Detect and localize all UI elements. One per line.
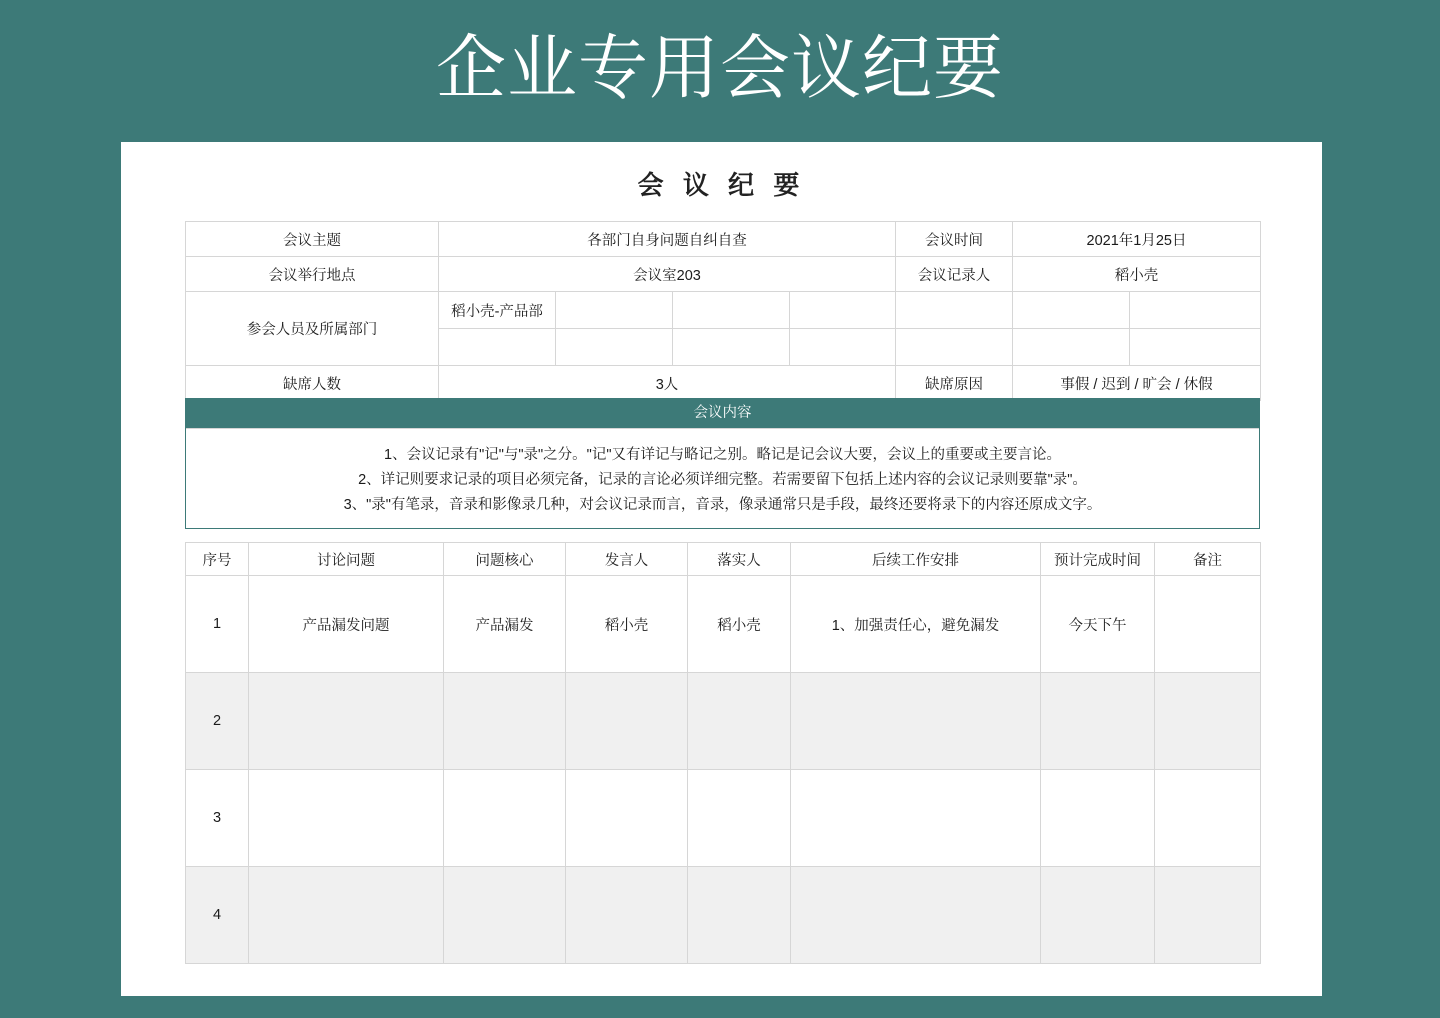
attendee-cell[interactable] (556, 329, 673, 366)
attendee-cell[interactable] (556, 292, 673, 329)
label-attendees: 参会人员及所属部门 (186, 292, 439, 366)
cell-owner[interactable] (688, 770, 791, 867)
attendee-cell[interactable] (1013, 329, 1130, 366)
column-header-owner: 落实人 (688, 543, 791, 576)
column-header-topic: 讨论问题 (249, 543, 444, 576)
cell-core[interactable]: 产品漏发 (444, 576, 566, 673)
meeting-content-line: 1、会议记录有"记"与"录"之分。"记"又有详记与略记之别。略记是记会议大要，会议上的重要或主要言论。 (384, 447, 1061, 463)
table-row (186, 867, 1261, 964)
meeting-content-section (185, 398, 1260, 529)
value-absence-reason[interactable]: 事假 / 迟到 / 旷会 / 休假 (1013, 366, 1261, 401)
cell-note[interactable] (1155, 673, 1261, 770)
cell-seq: 2 (186, 673, 249, 770)
attendee-cell[interactable] (1130, 292, 1261, 329)
cell-due[interactable] (1041, 673, 1155, 770)
cell-plan[interactable] (791, 770, 1041, 867)
attendee-cell[interactable] (896, 329, 1013, 366)
attendee-cell[interactable] (896, 292, 1013, 329)
cell-topic[interactable] (249, 770, 444, 867)
label-absence-count: 缺席人数 (186, 366, 439, 401)
value-meeting-subject[interactable]: 各部门自身问题自纠自查 (439, 222, 896, 257)
value-meeting-time[interactable]: 2021年1月25日 (1013, 222, 1261, 257)
attendee-cell[interactable] (790, 292, 896, 329)
attendee-cell[interactable] (790, 329, 896, 366)
cell-due[interactable]: 今天下午 (1041, 576, 1155, 673)
table-row (186, 576, 1261, 673)
meeting-content-header: 会议内容 (186, 399, 1259, 428)
label-meeting-location: 会议举行地点 (186, 257, 439, 292)
info-row-location (186, 257, 1261, 292)
table-row (186, 673, 1261, 770)
label-meeting-recorder: 会议记录人 (896, 257, 1013, 292)
table-row (186, 770, 1261, 867)
label-meeting-time: 会议时间 (896, 222, 1013, 257)
cell-seq: 4 (186, 867, 249, 964)
cell-owner[interactable]: 稻小壳 (688, 576, 791, 673)
cell-seq: 1 (186, 576, 249, 673)
cell-plan[interactable]: 1、加强责任心，避免漏发 (791, 576, 1041, 673)
cell-speaker[interactable] (566, 867, 688, 964)
cell-due[interactable] (1041, 867, 1155, 964)
column-header-plan: 后续工作安排 (791, 543, 1041, 576)
info-row-attendees-1 (186, 292, 1261, 329)
cell-due[interactable] (1041, 770, 1155, 867)
meeting-info-table (185, 221, 1261, 401)
attendee-cell[interactable] (673, 329, 790, 366)
cell-speaker[interactable] (566, 770, 688, 867)
meeting-content-body[interactable] (186, 428, 1259, 528)
meeting-content-line: 2、详记则要求记录的项目必须完备，记录的言论必须详细完整。若需要留下包括上述内容的会议记录则要靠"录"。 (358, 472, 1087, 488)
document-card (121, 142, 1322, 996)
cell-speaker[interactable] (566, 673, 688, 770)
column-header-seq: 序号 (186, 543, 249, 576)
cell-topic[interactable] (249, 867, 444, 964)
column-header-speaker: 发言人 (566, 543, 688, 576)
cell-owner[interactable] (688, 673, 791, 770)
attendee-cell[interactable] (1130, 329, 1261, 366)
cell-topic[interactable]: 产品漏发问题 (249, 576, 444, 673)
cell-note[interactable] (1155, 576, 1261, 673)
column-header-note: 备注 (1155, 543, 1261, 576)
label-meeting-subject: 会议主题 (186, 222, 439, 257)
info-row-absence (186, 366, 1261, 401)
cell-core[interactable] (444, 867, 566, 964)
cell-seq: 3 (186, 770, 249, 867)
meeting-content-line: 3、"录"有笔录，音录和影像录几种，对会议记录而言，音录，像录通常只是手段，最终还要将录下的内容还原成文字。 (343, 497, 1102, 513)
cell-speaker[interactable]: 稻小壳 (566, 576, 688, 673)
value-meeting-recorder[interactable]: 稻小壳 (1013, 257, 1261, 292)
cell-owner[interactable] (688, 867, 791, 964)
cell-note[interactable] (1155, 770, 1261, 867)
cell-core[interactable] (444, 673, 566, 770)
label-absence-reason: 缺席原因 (896, 366, 1013, 401)
column-header-core: 问题核心 (444, 543, 566, 576)
value-meeting-location[interactable]: 会议室203 (439, 257, 896, 292)
cell-plan[interactable] (791, 867, 1041, 964)
attendee-cell[interactable] (439, 329, 556, 366)
cell-core[interactable] (444, 770, 566, 867)
cell-note[interactable] (1155, 867, 1261, 964)
cell-topic[interactable] (249, 673, 444, 770)
cell-plan[interactable] (791, 673, 1041, 770)
page-banner-title: 企业专用会议纪要 (436, 29, 1004, 107)
info-row-subject (186, 222, 1261, 257)
attendee-cell[interactable] (1013, 292, 1130, 329)
document-title: 会 议 纪 要 (637, 170, 806, 200)
table-header-row (186, 543, 1261, 576)
discussion-items-table (185, 542, 1261, 964)
column-header-due: 预计完成时间 (1041, 543, 1155, 576)
value-absence-count[interactable]: 3人 (439, 366, 896, 401)
attendee-cell[interactable]: 稻小壳-产品部 (439, 292, 556, 329)
attendee-cell[interactable] (673, 292, 790, 329)
